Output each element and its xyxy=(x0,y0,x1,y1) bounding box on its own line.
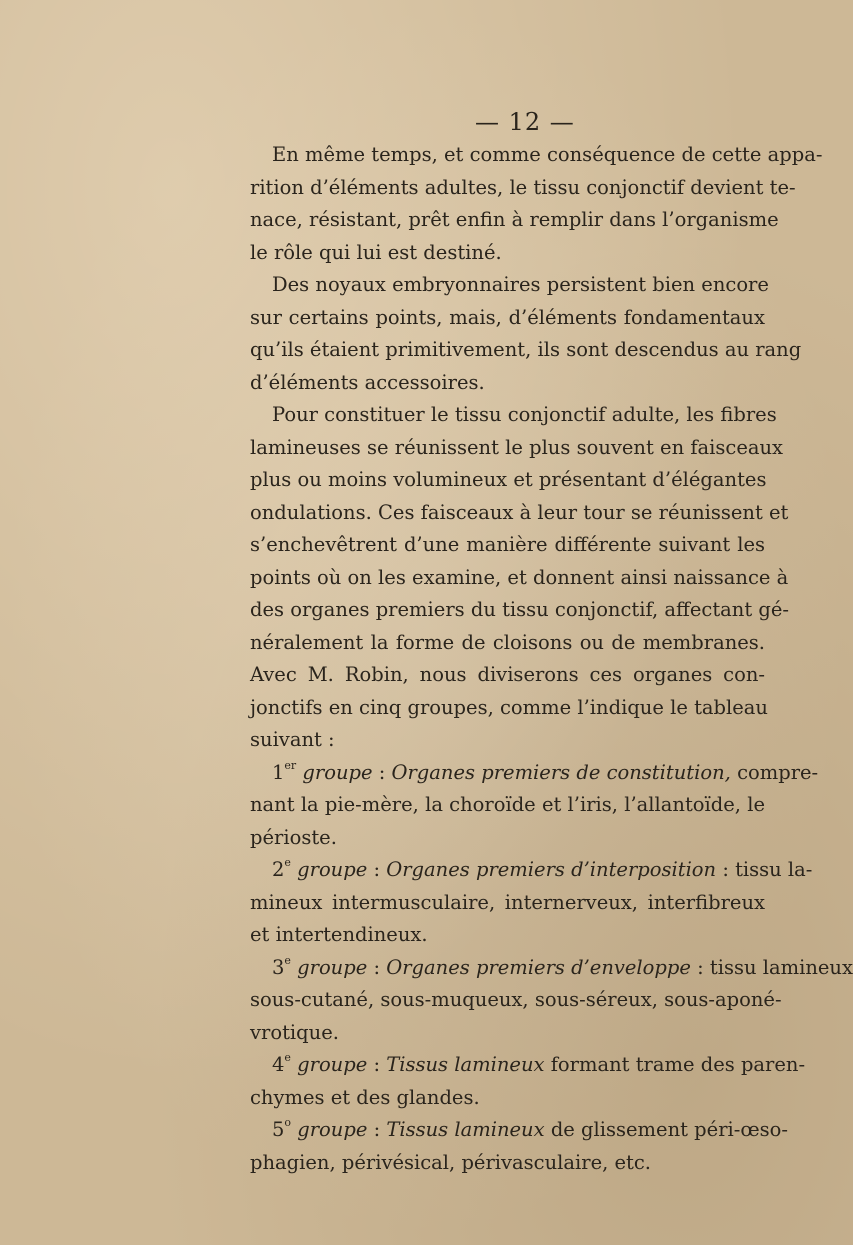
group-line xyxy=(250,1050,806,1080)
group-line: mineux intermusculaire, internerveux, interfibreux xyxy=(250,890,765,914)
group-heading: 4e groupe : Tissus lamineux formant trame des paren- xyxy=(272,1051,806,1076)
group-title: Organes premiers d’enveloppe xyxy=(386,955,691,979)
paragraph-line: ondulations. Ces faisceaux à leur tour se réunissent et xyxy=(250,500,789,524)
paragraph-line: le rôle qui lui est destiné. xyxy=(250,240,502,264)
group-title: Organes premiers d’interposition xyxy=(386,858,717,881)
paragraph-line: plus ou moins volumineux et présentant d’élégantes xyxy=(250,468,767,491)
paragraph-line: lamineuses se réunissent le plus souvent en faisceaux xyxy=(250,435,784,459)
group-description-start: formant trame des paren- xyxy=(550,1053,806,1076)
group-title: Tissus lamineux xyxy=(386,1053,545,1076)
paragraph-line: En même temps, et comme conséquence de cette appa- xyxy=(272,143,823,166)
group-description-start: compre- xyxy=(737,760,819,784)
paragraph-line: d’éléments accessoires. xyxy=(250,370,485,394)
paragraph-line: Des noyaux embryonnaires persistent bien encore xyxy=(272,273,769,296)
group-label: groupe xyxy=(296,760,373,784)
group-number-suffix: er xyxy=(284,758,297,772)
group-number: 5 xyxy=(272,1118,285,1141)
group-number-suffix: e xyxy=(284,856,291,869)
group-label: groupe xyxy=(291,1118,368,1141)
group-number: 3 xyxy=(272,955,285,979)
group-line xyxy=(250,758,819,788)
group-title: Tissus lamineux xyxy=(386,1118,545,1141)
paragraph-line: qu’ils étaient primitivement, ils sont descendus au rang xyxy=(250,338,802,361)
group-number: 1 xyxy=(272,760,285,784)
group-line: chymes et des glandes. xyxy=(250,1085,480,1109)
paragraph-line: s’enchevêtrent d’une manière différente suivant les xyxy=(250,533,765,556)
group-description-start: : tissu la- xyxy=(722,858,813,881)
group-label: groupe xyxy=(290,1053,368,1076)
group-number-suffix: e xyxy=(284,953,291,967)
group-number: 4 xyxy=(272,1053,285,1076)
paragraph-line: des organes premiers du tissu conjonctif, affectant gé- xyxy=(250,598,790,621)
paragraph-line: jonctifs en cinq groupes, comme l’indique le tableau xyxy=(250,695,768,719)
group-heading: 5$^o$ groupe : Tissus lamineux de glissement péri-œso- xyxy=(272,1116,788,1141)
group-number-suffix: o xyxy=(284,1116,292,1129)
paragraph-line: suivant : xyxy=(250,728,335,751)
group-line xyxy=(250,1115,788,1145)
group-label: groupe xyxy=(290,858,368,881)
paragraph-line: rition d’éléments adultes, le tissu conjonctif devient te- xyxy=(250,175,796,199)
group-line xyxy=(250,855,813,885)
paragraph-line: nace, résistant, prêt enfin à remplir dans l’organisme xyxy=(250,208,779,231)
paragraph-line: Avec M. Robin, nous diviserons ces organes con- xyxy=(250,663,765,686)
paragraph-line: points où on les examine, et donnent ainsi naissance à xyxy=(250,565,789,589)
page-number: — 12 — xyxy=(475,108,575,136)
paragraph-line: néralement la forme de cloisons ou de membranes. xyxy=(250,630,765,654)
group-number: 2 xyxy=(272,858,285,881)
group-heading: 1er groupe : Organes premiers de constitution, compre- xyxy=(272,758,819,784)
group-title: Organes premiers de constitution, xyxy=(391,760,731,784)
group-heading: 2e groupe : Organes premiers d’interposition : tissu la- xyxy=(272,856,813,881)
paragraph-line: Pour constituer le tissu conjonctif adulte, les fibres xyxy=(272,403,777,426)
group-line xyxy=(250,953,853,983)
group-description-start: : tissu lamineux xyxy=(697,955,853,979)
group-line: et intertendineux. xyxy=(250,923,428,946)
group-line: vrotique. xyxy=(250,1020,339,1044)
group-description-start: de glissement péri-œso- xyxy=(550,1118,788,1141)
group-line: phagien, périvésical, périvasculaire, etc. xyxy=(250,1150,652,1174)
group-line: sous-cutané, sous-muqueux, sous-séreux, sous-aponé- xyxy=(250,988,782,1011)
group-heading: 3e groupe : Organes premiers d’enveloppe : tissu lamineux xyxy=(272,953,853,979)
group-number-suffix: e xyxy=(284,1051,291,1064)
group-line: nant la pie-mère, la choroïde et l’iris, l’allantoïde, le xyxy=(250,793,765,816)
group-label: groupe xyxy=(290,955,368,979)
paragraph-line: sur certains points, mais, d’éléments fondamentaux xyxy=(250,305,765,329)
group-line: périoste. xyxy=(250,825,337,849)
